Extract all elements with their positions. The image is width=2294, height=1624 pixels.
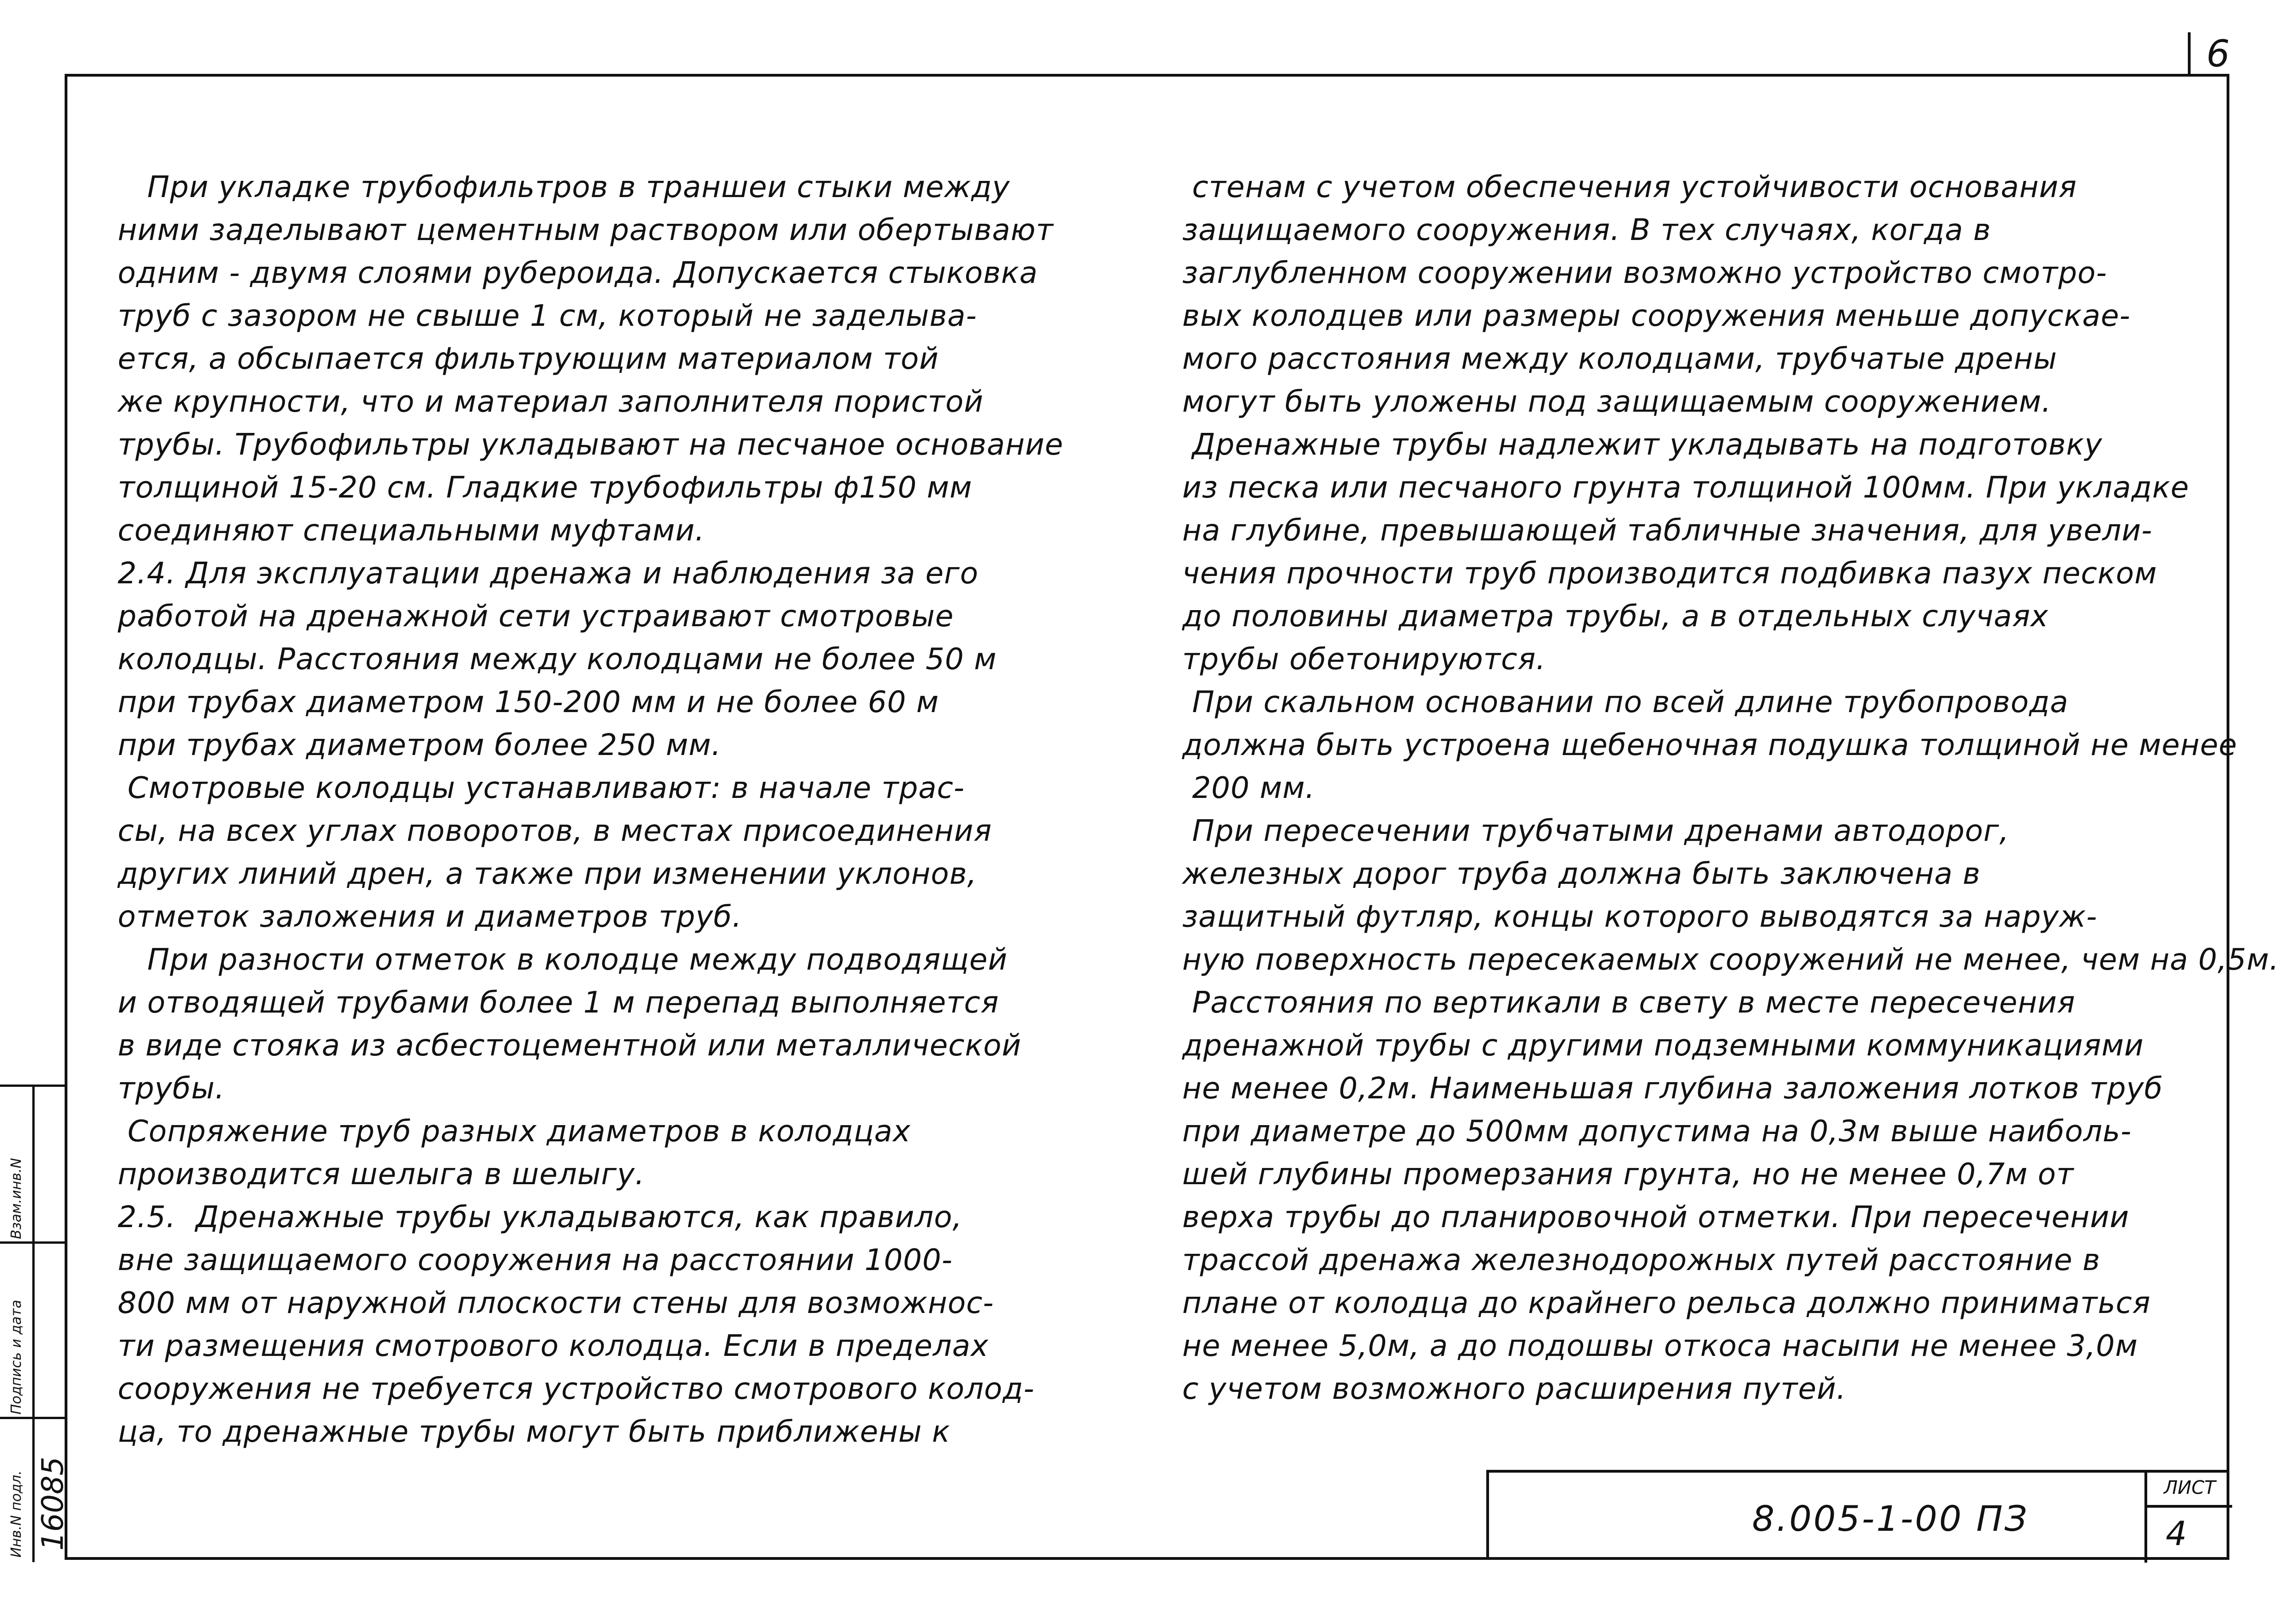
text-line: одним - двумя слоями рубероида. Допускается стыковка bbox=[118, 256, 1038, 290]
text-line: на глубине, превышающей табличные значения, для увели- bbox=[1172, 514, 2153, 548]
text-line: 200 мм. bbox=[1172, 771, 1315, 805]
text-line: сы, на всех углах поворотов, в местах присоединения bbox=[118, 814, 992, 848]
text-line: соединяют специальными муфтами. bbox=[118, 514, 705, 548]
text-line: при трубах диаметром 150-200 мм и не более 60 м bbox=[118, 685, 939, 719]
strip-cell-signature bbox=[0, 1244, 65, 1419]
text-line: колодцы. Расстояния между колодцами не более 50 м bbox=[118, 642, 997, 677]
text-line: шей глубины промерзания грунта, но не менее 0,7м от bbox=[1172, 1157, 2074, 1192]
text-line: вых колодцев или размеры сооружения меньше допускае- bbox=[1172, 299, 2131, 333]
strip-label-inventory: Инв.N подл. bbox=[8, 1470, 24, 1558]
text-line: толщиной 15-20 см. Гладкие трубофильтры ф150 мм bbox=[118, 471, 973, 505]
text-line: производится шелыга в шелыгу. bbox=[118, 1157, 645, 1192]
text-line: с учетом возможного расширения путей. bbox=[1172, 1372, 1846, 1406]
text-line: до половины диаметра трубы, а в отдельных случаях bbox=[1172, 599, 2049, 634]
text-line: не менее 5,0м, а до подошвы откоса насыпи не менее 3,0м bbox=[1172, 1329, 2138, 1363]
text-line: при трубах диаметром более 250 мм. bbox=[118, 728, 721, 762]
text-line: труб с зазором не свыше 1 см, который не заделыва- bbox=[118, 299, 977, 333]
text-line: При разности отметок в колодце между подводящей bbox=[118, 943, 1008, 977]
text-line: должна быть устроена щебеночная подушка толщиной не менее bbox=[1172, 728, 2238, 762]
sheet-label: ЛИСТ bbox=[2147, 1473, 2232, 1508]
text-line: ними заделывают цементным раствором или обертывают bbox=[118, 213, 1054, 247]
text-line: 800 мм от наружной плоскости стены для возможнос- bbox=[118, 1286, 994, 1320]
text-line: мого расстояния между колодцами, трубчатые дрены bbox=[1172, 342, 2058, 376]
top-page-number bbox=[2188, 28, 2252, 74]
text-line: стенам с учетом обеспечения устойчивости основания bbox=[1172, 170, 2077, 204]
text-line: 2.5. Дренажные трубы укладываются, как правило, bbox=[118, 1200, 962, 1234]
text-line: ную поверхность пересекаемых сооружений не менее, чем на 0,5м. bbox=[1172, 943, 2279, 977]
text-line: Дренажные трубы надлежит укладывать на подготовку bbox=[1172, 428, 2102, 462]
text-line: сооружения не требуется устройство смотрового колод- bbox=[118, 1372, 1035, 1406]
title-block bbox=[1486, 1470, 2229, 1560]
text-line: и отводящей трубами более 1 м перепад выполняется bbox=[118, 986, 999, 1020]
text-line: защищаемого сооружения. В тех случаях, когда в bbox=[1172, 213, 1991, 247]
text-line: верха трубы до планировочной отметки. При пересечении bbox=[1172, 1200, 2130, 1234]
text-line: Расстояния по вертикали в свету в месте пересечения bbox=[1172, 986, 2076, 1020]
text-line: Смотровые колодцы устанавливают: в начале трас- bbox=[118, 771, 965, 805]
strip-label-signature: Подпись и дата bbox=[8, 1300, 24, 1414]
document-code: 8.005-1-00 ПЗ bbox=[1752, 1498, 2029, 1539]
strip-cell-replacement bbox=[0, 1087, 65, 1244]
text-line: При скальном основании по всей длине трубопровода bbox=[1172, 685, 2069, 719]
text-line: плане от колодца до крайнего рельса должно приниматься bbox=[1172, 1286, 2151, 1320]
text-line: отметок заложения и диаметров труб. bbox=[118, 900, 742, 934]
sheet-number: 4 bbox=[2166, 1514, 2187, 1553]
text-line: трубы. Трубофильтры укладывают на песчаное основание bbox=[118, 428, 1063, 462]
text-line: в виде стояка из асбестоцементной или металлической bbox=[118, 1029, 1021, 1063]
text-line: ти размещения смотрового колодца. Если в пределах bbox=[118, 1329, 989, 1363]
text-line: заглубленном сооружении возможно устройство смотро- bbox=[1172, 256, 2108, 290]
text-line: При укладке трубофильтров в траншеи стыки между bbox=[118, 170, 1010, 204]
text-line: дренажной трубы с другими подземными коммуникациями bbox=[1172, 1029, 2144, 1063]
page-number-divider bbox=[2188, 32, 2191, 74]
text-line: же крупности, что и материал заполнителя пористой bbox=[118, 385, 984, 419]
text-line: могут быть уложены под защищаемым сооружением. bbox=[1172, 385, 2052, 419]
text-line: трассой дренажа железнодорожных путей расстояние в bbox=[1172, 1243, 2101, 1277]
right-text-column bbox=[1172, 166, 2279, 1411]
inventory-number: 16085 bbox=[36, 1456, 70, 1551]
text-line: работой на дренажной сети устраивают смотровые bbox=[118, 599, 954, 634]
text-line: ется, а обсыпается фильтрующим материалом той bbox=[118, 342, 939, 376]
text-line: вне защищаемого сооружения на расстоянии 1000- bbox=[118, 1243, 953, 1277]
text-line: чения прочности труб производится подбивка пазух песком bbox=[1172, 557, 2157, 591]
text-line: Сопряжение труб разных диаметров в колодцах bbox=[118, 1115, 911, 1149]
text-line: из песка или песчаного грунта толщиной 100мм. При укладке bbox=[1172, 471, 2189, 505]
text-line: не менее 0,2м. Наименьшая глубина заложения лотков труб bbox=[1172, 1072, 2163, 1106]
text-line: трубы обетонируются. bbox=[1172, 642, 1546, 677]
text-line: При пересечении трубчатыми дренами автодорог, bbox=[1172, 814, 2010, 848]
text-line: железных дорог труба должна быть заключена в bbox=[1172, 857, 1981, 891]
text-line: ца, то дренажные трубы могут быть приближены к bbox=[118, 1415, 950, 1449]
left-text-column bbox=[118, 166, 1133, 1454]
text-line: 2.4. Для эксплуатации дренажа и наблюдения за его bbox=[118, 557, 979, 591]
sheet-cell bbox=[2144, 1473, 2232, 1563]
strip-label-replacement: Взам.инв.N bbox=[8, 1158, 24, 1239]
text-line: защитный футляр, концы которого выводятся за наруж- bbox=[1172, 900, 2097, 934]
text-line: трубы. bbox=[118, 1072, 225, 1106]
text-line: при диаметре до 500мм допустима на 0,3м выше наиболь- bbox=[1172, 1115, 2132, 1149]
text-line: других линий дрен, а также при изменении уклонов, bbox=[118, 857, 977, 891]
page-number: 6 bbox=[2206, 32, 2230, 75]
